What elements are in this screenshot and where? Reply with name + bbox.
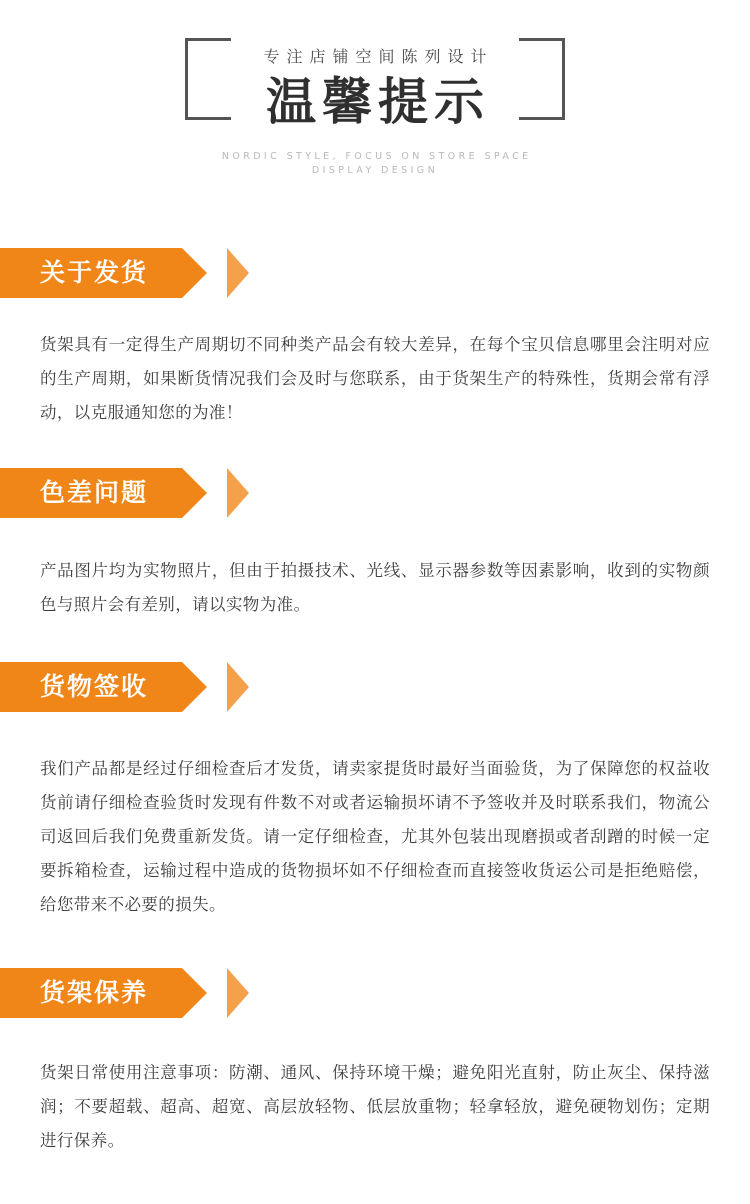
section-title: 关于发货 [0,248,182,298]
section-title: 货物签收 [0,662,182,712]
section-body: 我们产品都是经过仔细检查后才发货，请卖家提货时最好当面验货，为了保障您的权益收货前请仔细检查验货时发现有件数不对或者运输损坏请不予签收并及时联系我们，物流公司返回后我们免费重新发货。请一定仔细检查，尤其外包装出现磨损或者刮蹭的时候一定要拆箱检查，运输过程中造成的货物损坏如不仔细检查而直接签收货运公司是拒绝赔偿，给您带来不必要的损失。 [40,759,710,914]
banner-tail-decoration [227,468,249,518]
banner-tail-decoration [227,248,249,298]
section-body: 货架具有一定得生产周期切不同种类产品会有较大差异，在每个宝贝信息哪里会注明对应的生产周期，如果断货情况我们会及时与您联系，由于货架生产的特殊性，货期会常有浮动，以克服通知您的为准！ [40,335,710,422]
section-shelf-maintenance [0,968,750,1158]
bottom-spacer [0,1158,750,1204]
banner-tail-decoration [227,662,249,712]
section-goods-receipt [0,662,750,922]
header-inner [185,26,565,178]
section-body: 产品图片均为实物照片，但由于拍摄技术、光线、显示器参数等因素影响，收到的实物颜色与照片会有差别，请以实物为准。 [40,561,710,614]
section-color-difference [0,468,750,622]
section-banner [0,968,750,1018]
section-banner [0,248,750,298]
header-subtitle-en: NORDIC STYLE, FOCUS ON STORE SPACE DISPLAY DESIGN [221,151,532,176]
section-title: 货架保养 [0,968,182,1018]
banner-tail-decoration [227,968,249,1018]
section-body: 货架日常使用注意事项：防潮、通风、保持环境干燥；避免阳光直射，防止灰尘、保持滋润；不要超载、超高、超宽、高层放轻物、低层放重物；轻拿轻放，避免硬物划伤；定期进行保养。 [40,1063,710,1150]
page-header [0,0,750,196]
section-banner [0,468,750,518]
header-subtitle-cn: 专注店铺空间陈列设计 [263,47,494,66]
section-title: 色差问题 [0,468,182,518]
section-banner [0,662,750,712]
section-shipping [0,248,750,430]
page-title: 温馨提示 [266,73,490,131]
bracket-box [185,32,565,140]
